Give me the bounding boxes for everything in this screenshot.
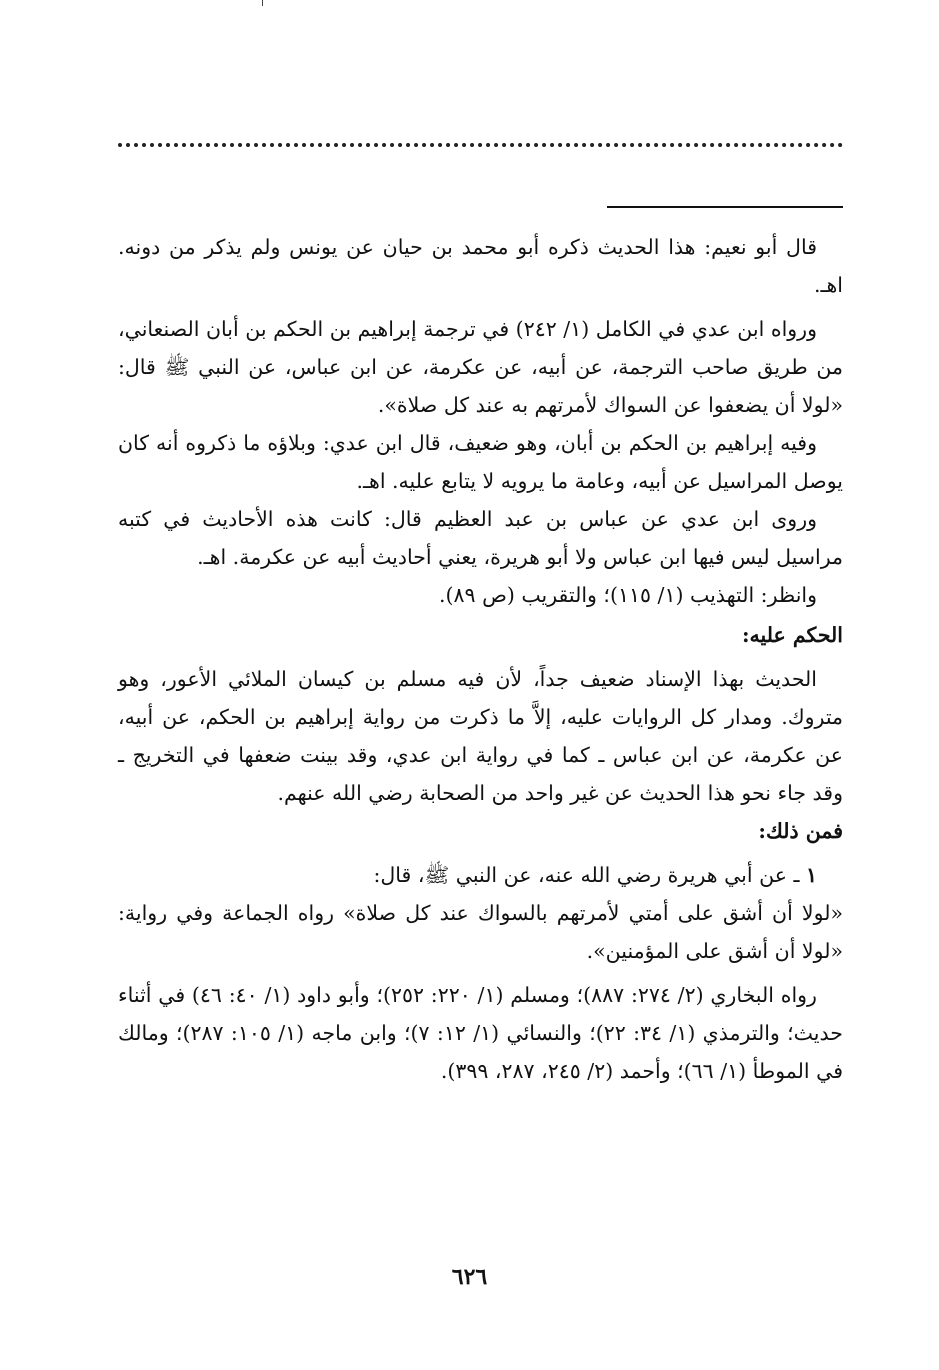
footnote-paragraph: وروى ابن عدي عن عباس بن عبد العظيم قال: كانت هذه الأحاديث في كتبه مراسيل ليس فيها ابن عباس ولا أبو هريرة، يعني أحاديث أبيه عن عكرمة. اهـ. — [118, 507, 843, 569]
footnote-paragraph: وفيه إبراهيم بن الحكم بن أبان، وهو ضعيف، قال ابن عدي: وبلاؤه ما ذكروه أنه كان يوصل المراسيل عن أبيه، وعامة ما يرويه لا يتابع عليه. اهـ. — [118, 431, 843, 493]
list-item-intro-text: ـ عن أبي هريرة رضي الله عنه، عن النبي ﷺ، قال: — [373, 863, 800, 887]
list-item-number: ١ — [805, 863, 817, 887]
hadith-text: «لولا أن أشق على أمتي لأمرتهم بالسواك عند كل صلاة» رواه الجماعة وفي رواية: «لولا أن أشق على المؤمنين». — [118, 901, 843, 963]
dotted-separator — [118, 143, 843, 157]
scan-mark — [262, 0, 263, 6]
page-body — [118, 228, 843, 1090]
section-heading: الحكم عليه: — [741, 623, 843, 647]
page-number: ٦٢٦ — [451, 1264, 488, 1290]
footnote-paragraph: ورواه ابن عدي في الكامل (١/ ٢٤٢) في ترجمة إبراهيم بن الحكم بن أبان الصنعاني، من طريق صاحب الترجمة، عن أبيه، عن عكرمة، عن ابن عباس، عن النبي ﷺ قال: «لولا أن يضعفوا عن السواك لأمرتهم به عند كل صلاة». — [118, 317, 843, 417]
hadith-sources: رواه البخاري (٢/ ٢٧٤: ٨٨٧)؛ ومسلم (١/ ٢٢٠: ٢٥٢)؛ وأبو داود (١/ ٤٠: ٤٦) في أثناء حديث؛ والترمذي (١/ ٣٤: ٢٢)؛ والنسائي (١/ ١٢: ٧)؛ وابن ماجه (١/ ١٠٥: ٢٨٧)؛ ومالك في الموطأ (١/ ٦٦)؛ وأحمد (٢/ ٢٤٥، ٢٨٧، ٣٩٩). — [118, 983, 843, 1083]
list-intro: فمن ذلك: — [758, 819, 843, 843]
footnote-rule — [607, 206, 843, 208]
list-item-intro — [118, 856, 843, 894]
footnote-paragraph: وانظر: التهذيب (١/ ١١٥)؛ والتقريب (ص ٨٩). — [439, 583, 817, 607]
footnote-paragraph: قال أبو نعيم: هذا الحديث ذكره أبو محمد بن حيان عن يونس ولم يذكر من دونه. اهـ. — [118, 235, 843, 297]
ruling-paragraph: الحديث بهذا الإسناد ضعيف جداً، لأن فيه مسلم بن كيسان الملائي الأعور، وهو متروك. ومدار كل الروايات عليه، إلاَّ ما ذكرت من رواية إبراهيم بن الحكم، عن أبيه، عن عكرمة، عن ابن عباس ـ كما في رواية ابن عدي، وقد بينت ضعفها في التخريج ـ وقد جاء نحو هذا الحديث عن غير واحد من الصحابة رضي الله عنهم. — [118, 667, 843, 805]
